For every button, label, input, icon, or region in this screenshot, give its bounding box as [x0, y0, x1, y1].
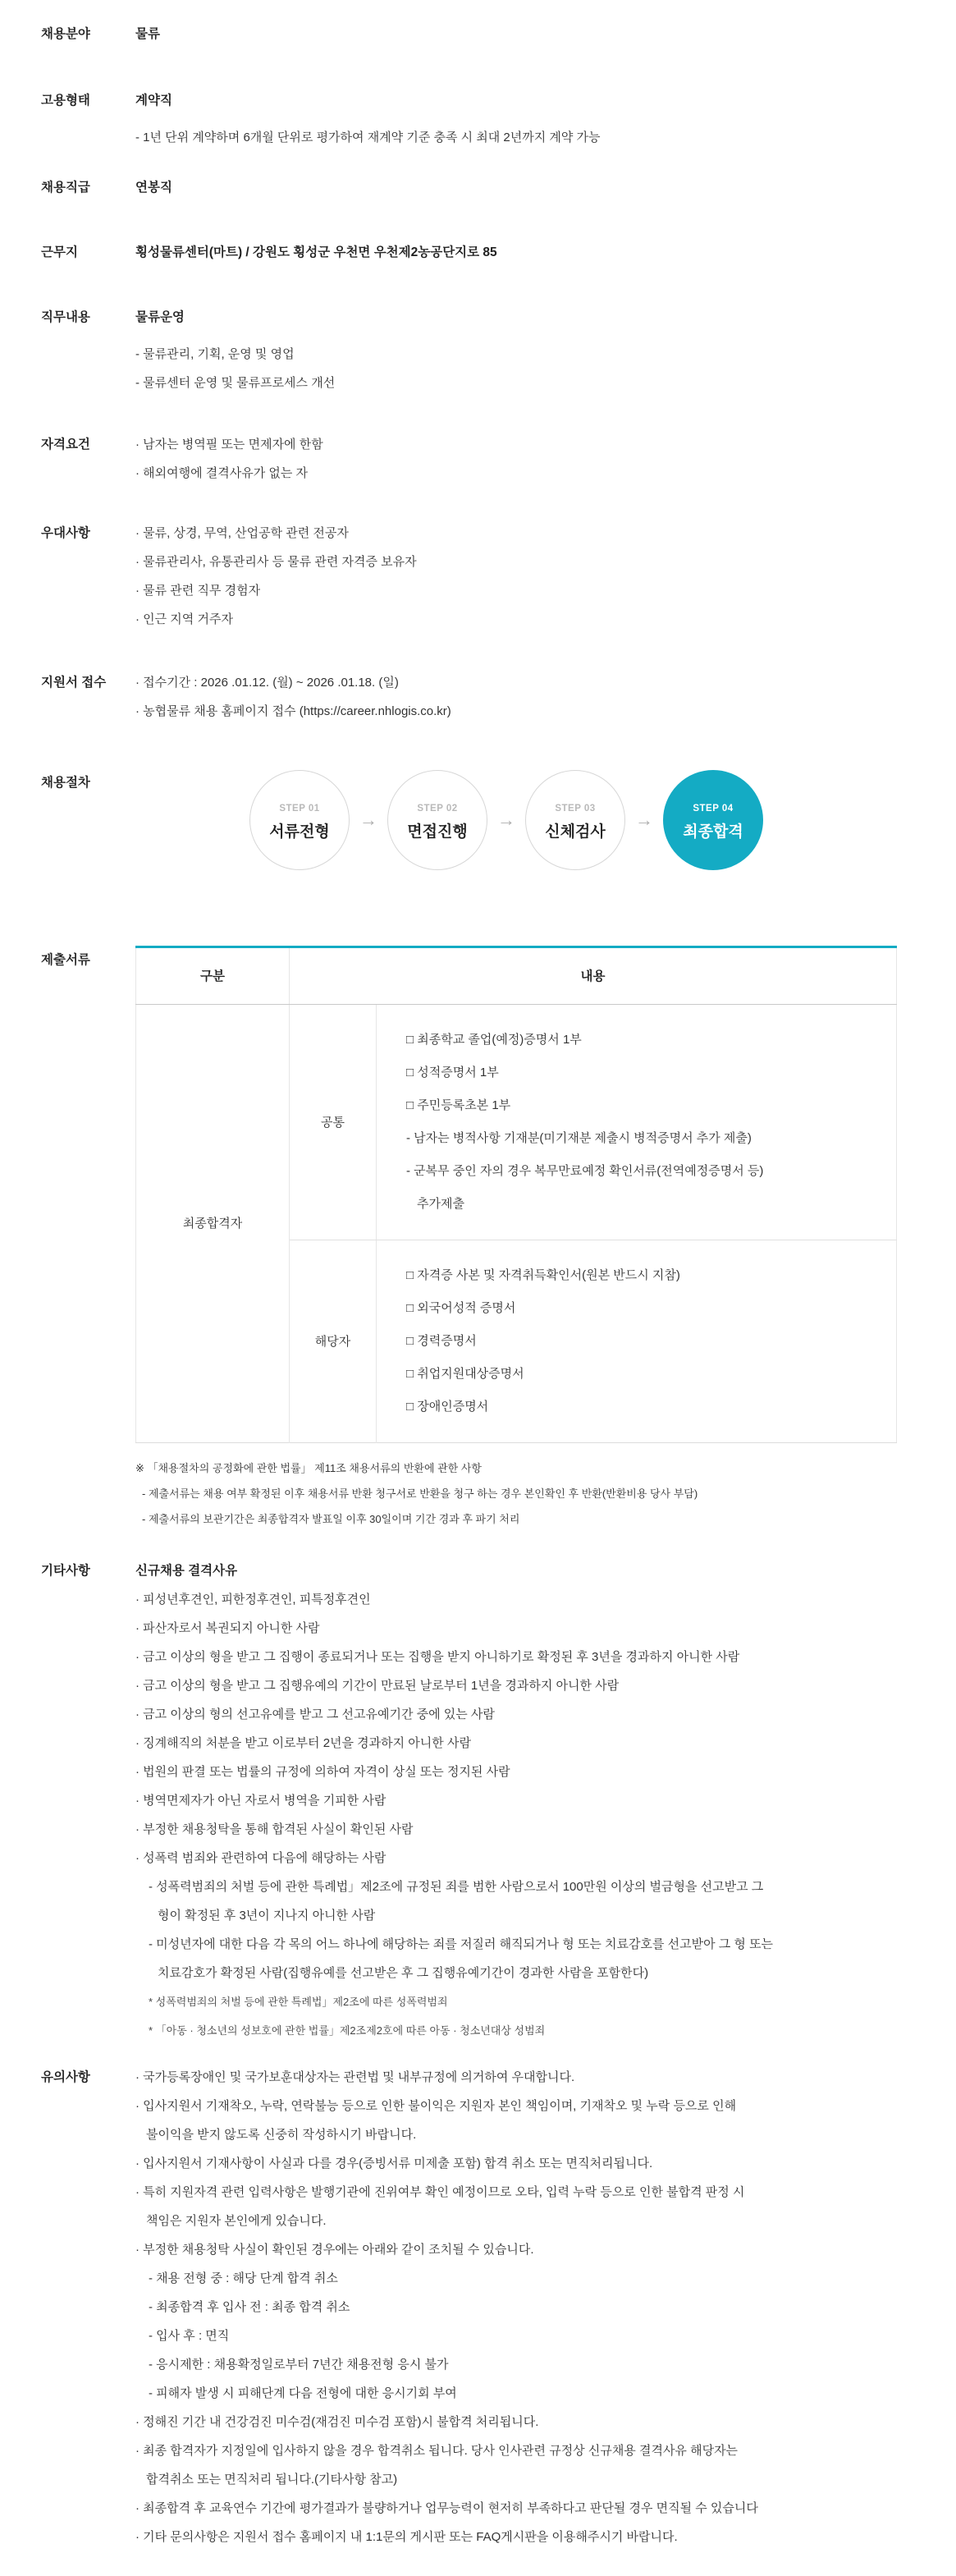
list-item: - 응시제한 : 채용확정일로부터 7년간 채용전형 응시 불가	[149, 2358, 449, 2372]
list-item: · 병역면제자가 아닌 자로서 병역을 기피한 사람	[135, 1794, 387, 1808]
process-steps	[249, 768, 923, 870]
document-item: □ 성적증명서 1부	[406, 1066, 499, 1079]
disqualification-heading: 신규채용 결격사유	[135, 1564, 238, 1578]
footnote: ※ 「채용절차의 공정화에 관한 법률」 제11조 채용서류의 반환에 관한 사항	[135, 1462, 482, 1474]
section-documents	[41, 946, 923, 1532]
list-item: · 인근 지역 거주자	[135, 612, 233, 626]
list-item: · 기타 문의사항은 지원서 접수 홈페이지 내 1:1문의 게시판 또는 FAQ게시판을 이용해주시기 바랍니다.	[135, 2530, 678, 2544]
list-item: * 「아동 · 청소년의 성보호에 관한 법률」제2조제2호에 따른 아동 · 청소년대상 성범죄	[149, 2024, 546, 2037]
document-item: □ 취업지원대상증명서	[406, 1367, 524, 1381]
section-application	[41, 668, 923, 726]
step-title: 면접진행	[407, 823, 468, 841]
list-item: · 최종 합격자가 지정일에 입사하지 않을 경우 합격취소 됩니다. 당사 인사관련 규정상 신규채용 결격사유 해당자는	[135, 2444, 739, 2458]
section-label: 기타사항	[41, 1564, 90, 1578]
list-item: - 미성년자에 대한 다음 각 목의 어느 하나에 해당하는 죄를 저질러 해직되거나 형 또는 치료감호를 선고받아 그 형 또는	[149, 1937, 774, 1951]
document-item: □ 외국어성적 증명서	[406, 1301, 516, 1315]
table-cell-type: 해당자	[290, 1240, 377, 1443]
section-label: 채용분야	[41, 27, 90, 41]
list-item: · 입사지원서 기재사항이 사실과 다를 경우(증빙서류 미제출 포함) 합격 취소 또는 면직처리됩니다.	[135, 2157, 653, 2170]
list-item: · 특히 지원자격 관련 입력사항은 발행기관에 진위여부 확인 예정이므로 오타, 입력 누락 등으로 인한 불합격 판정 시	[135, 2185, 745, 2199]
list-item: - 물류관리, 기획, 운영 및 영업	[135, 347, 295, 361]
document-item: - 남자는 병적사항 기재분(미기재분 제출시 병적증명서 추가 제출)	[406, 1131, 752, 1145]
list-item: 합격취소 또는 면직처리 됩니다.(기타사항 참고)	[146, 2473, 398, 2487]
section-label: 고용형태	[41, 94, 90, 108]
submission-documents-table	[135, 946, 897, 1443]
section-notice	[41, 2063, 923, 2551]
step-title: 서류전형	[269, 823, 330, 841]
section-label: 근무지	[41, 245, 78, 259]
document-item: □ 최종학교 졸업(예정)증명서 1부	[406, 1033, 582, 1047]
arrow-right-icon: →	[635, 809, 653, 830]
list-item: 치료감호가 확정된 사람(집행유예를 선고받은 후 그 집행유예기간이 경과한 사람을 포함한다)	[158, 1966, 649, 1980]
list-item: · 해외여행에 결격사유가 없는 자	[135, 466, 309, 480]
section-qualification	[41, 430, 923, 488]
list-item: · 피성년후견인, 피한정후견인, 피특정후견인	[135, 1593, 371, 1607]
list-item: - 최종합격 후 입사 전 : 최종 합격 취소	[149, 2300, 350, 2314]
list-item: · 부정한 채용청탁 사실이 확인된 경우에는 아래와 같이 조치될 수 있습니다.	[135, 2243, 534, 2257]
section-grade	[41, 173, 923, 202]
list-item: · 파산자로서 복권되지 아니한 사람	[135, 1621, 320, 1635]
list-item: - 채용 전형 중 : 해당 단계 합격 취소	[149, 2271, 338, 2285]
section-label: 지원서 접수	[41, 676, 107, 690]
section-label: 유의사항	[41, 2070, 90, 2084]
section-duties	[41, 303, 923, 397]
list-item: * 성폭력범죄의 처벌 등에 관한 특례법」제2조에 따른 성폭력범죄	[149, 1996, 448, 2008]
document-item: □ 주민등록초본 1부	[406, 1098, 511, 1112]
list-item: · 남자는 병역필 또는 면제자에 한함	[135, 438, 323, 451]
document-item: □ 자격증 사본 및 자격취득확인서(원본 반드시 지참)	[406, 1268, 680, 1282]
section-other	[41, 1556, 923, 2045]
list-item: · 물류, 상경, 무역, 산업공학 관련 전공자	[135, 526, 349, 540]
list-item: · 농협물류 채용 홈페이지 접수 (https://career.nhlogis.co.kr)	[135, 704, 451, 718]
list-item: 책임은 지원자 본인에게 있습니다.	[146, 2214, 327, 2228]
section-employment	[41, 86, 923, 152]
list-item: · 국가등록장애인 및 국가보훈대상자는 관련법 및 내부규정에 의거하여 우대합니다.	[135, 2070, 575, 2084]
step-number: STEP 04	[693, 803, 734, 814]
document-item: □ 장애인증명서	[406, 1400, 489, 1414]
section-workplace	[41, 238, 923, 267]
step-number: STEP 02	[417, 803, 458, 814]
list-item: · 물류 관련 직무 경험자	[135, 584, 261, 598]
footnote: - 제출서류의 보관기간은 최종합격자 발표일 이후 30일이며 기간 경과 후 파기 처리	[142, 1513, 520, 1525]
list-item: · 물류관리사, 유통관리사 등 물류 관련 자격증 보유자	[135, 555, 417, 569]
list-item: 형이 확정된 후 3년이 지나지 아니한 사람	[158, 1909, 376, 1923]
section-field	[41, 20, 923, 48]
list-item: - 입사 후 : 면직	[149, 2329, 230, 2343]
table-header-category: 구분	[136, 947, 290, 1005]
section-preference	[41, 519, 923, 634]
table-cell-group: 최종합격자	[136, 1005, 290, 1443]
list-item: · 접수기간 : 2026 .01.12. (월) ~ 2026 .01.18. (일)	[135, 676, 399, 690]
step-circle-2	[387, 770, 487, 870]
grade-value: 연봉직	[135, 181, 172, 195]
list-item: - 피해자 발생 시 피해단계 다음 전형에 대한 응시기회 부여	[149, 2386, 457, 2400]
section-label: 채용절차	[41, 776, 90, 790]
list-item: - 물류센터 운영 및 물류프로세스 개선	[135, 376, 336, 390]
section-label: 우대사항	[41, 526, 90, 540]
section-label: 자격요건	[41, 438, 90, 451]
table-row	[136, 1005, 897, 1240]
table-header-content: 내용	[290, 947, 897, 1005]
list-item: · 징계해직의 처분을 받고 이로부터 2년을 경과하지 아니한 사람	[135, 1736, 471, 1750]
list-item: 불이익을 받지 않도록 신중히 작성하시기 바랍니다.	[146, 2128, 417, 2142]
list-item: - 1년 단위 계약하며 6개월 단위로 평가하여 재계약 기준 충족 시 최대 2년까지 계약 가능	[135, 131, 601, 144]
list-item: · 금고 이상의 형을 받고 그 집행유예의 기간이 만료된 날로부터 1년을 경과하지 아니한 사람	[135, 1679, 620, 1693]
footnote: - 제출서류는 채용 여부 확정된 이후 채용서류 반환 청구서로 반환을 청구 하는 경우 본인확인 후 반환(반환비용 당사 부담)	[142, 1487, 698, 1500]
step-title: 신체검사	[545, 823, 606, 841]
table-cell-items	[377, 1005, 897, 1240]
step-title: 최종합격	[683, 823, 743, 841]
field-value: 물류	[135, 27, 160, 41]
arrow-right-icon: →	[497, 809, 515, 830]
document-item: □ 경력증명서	[406, 1334, 477, 1348]
step-circle-1	[249, 770, 350, 870]
table-cell-items	[377, 1240, 897, 1443]
section-process	[41, 768, 923, 870]
list-item: · 금고 이상의 형의 선고유예를 받고 그 선고유예기간 중에 있는 사람	[135, 1707, 495, 1721]
section-label: 채용직급	[41, 181, 90, 195]
section-label: 제출서류	[41, 953, 90, 967]
table-footnotes	[135, 1455, 923, 1532]
table-header-row	[136, 947, 897, 1005]
section-label: 직무내용	[41, 310, 90, 324]
document-item: - 군복무 중인 자의 경우 복무만료예정 확인서류(전역예정증명서 등)	[406, 1164, 764, 1178]
list-item: · 법원의 판결 또는 법률의 규정에 의하여 자격이 상실 또는 정지된 사람	[135, 1765, 510, 1779]
step-circle-3	[525, 770, 625, 870]
list-item: - 성폭력범죄의 처벌 등에 관한 특례법」제2조에 규정된 죄를 범한 사람으로서 100만원 이상의 벌금형을 선고받고 그	[149, 1880, 764, 1894]
list-item: · 최종합격 후 교육연수 기간에 평가결과가 불량하거나 업무능력이 현저히 부족하다고 판단될 경우 면직될 수 있습니다	[135, 2501, 758, 2515]
step-number: STEP 01	[279, 803, 320, 814]
workplace-value: 횡성물류센터(마트) / 강원도 횡성군 우천면 우천제2농공단지로 85	[135, 245, 497, 259]
step-number: STEP 03	[555, 803, 596, 814]
list-item: · 정해진 기간 내 건강검진 미수검(재검진 미수검 포함)시 불합격 처리됩니다.	[135, 2415, 539, 2429]
employment-value: 계약직	[135, 94, 172, 108]
list-item: · 부정한 채용청탁을 통해 합격된 사실이 확인된 사람	[135, 1822, 414, 1836]
list-item: · 금고 이상의 형을 받고 그 집행이 종료되거나 또는 집행을 받지 아니하기로 확정된 후 3년을 경과하지 아니한 사람	[135, 1650, 740, 1664]
duties-title: 물류운영	[135, 310, 185, 324]
arrow-right-icon: →	[359, 809, 377, 830]
step-circle-4-final	[663, 770, 763, 870]
table-cell-type: 공통	[290, 1005, 377, 1240]
document-item: 추가제출	[417, 1197, 464, 1211]
list-item: · 입사지원서 기재착오, 누락, 연락불능 등으로 인한 불이익은 지원자 본인 책임이며, 기재착오 및 누락 등으로 인해	[135, 2099, 737, 2113]
list-item: · 성폭력 범죄와 관련하여 다음에 해당하는 사람	[135, 1851, 387, 1865]
